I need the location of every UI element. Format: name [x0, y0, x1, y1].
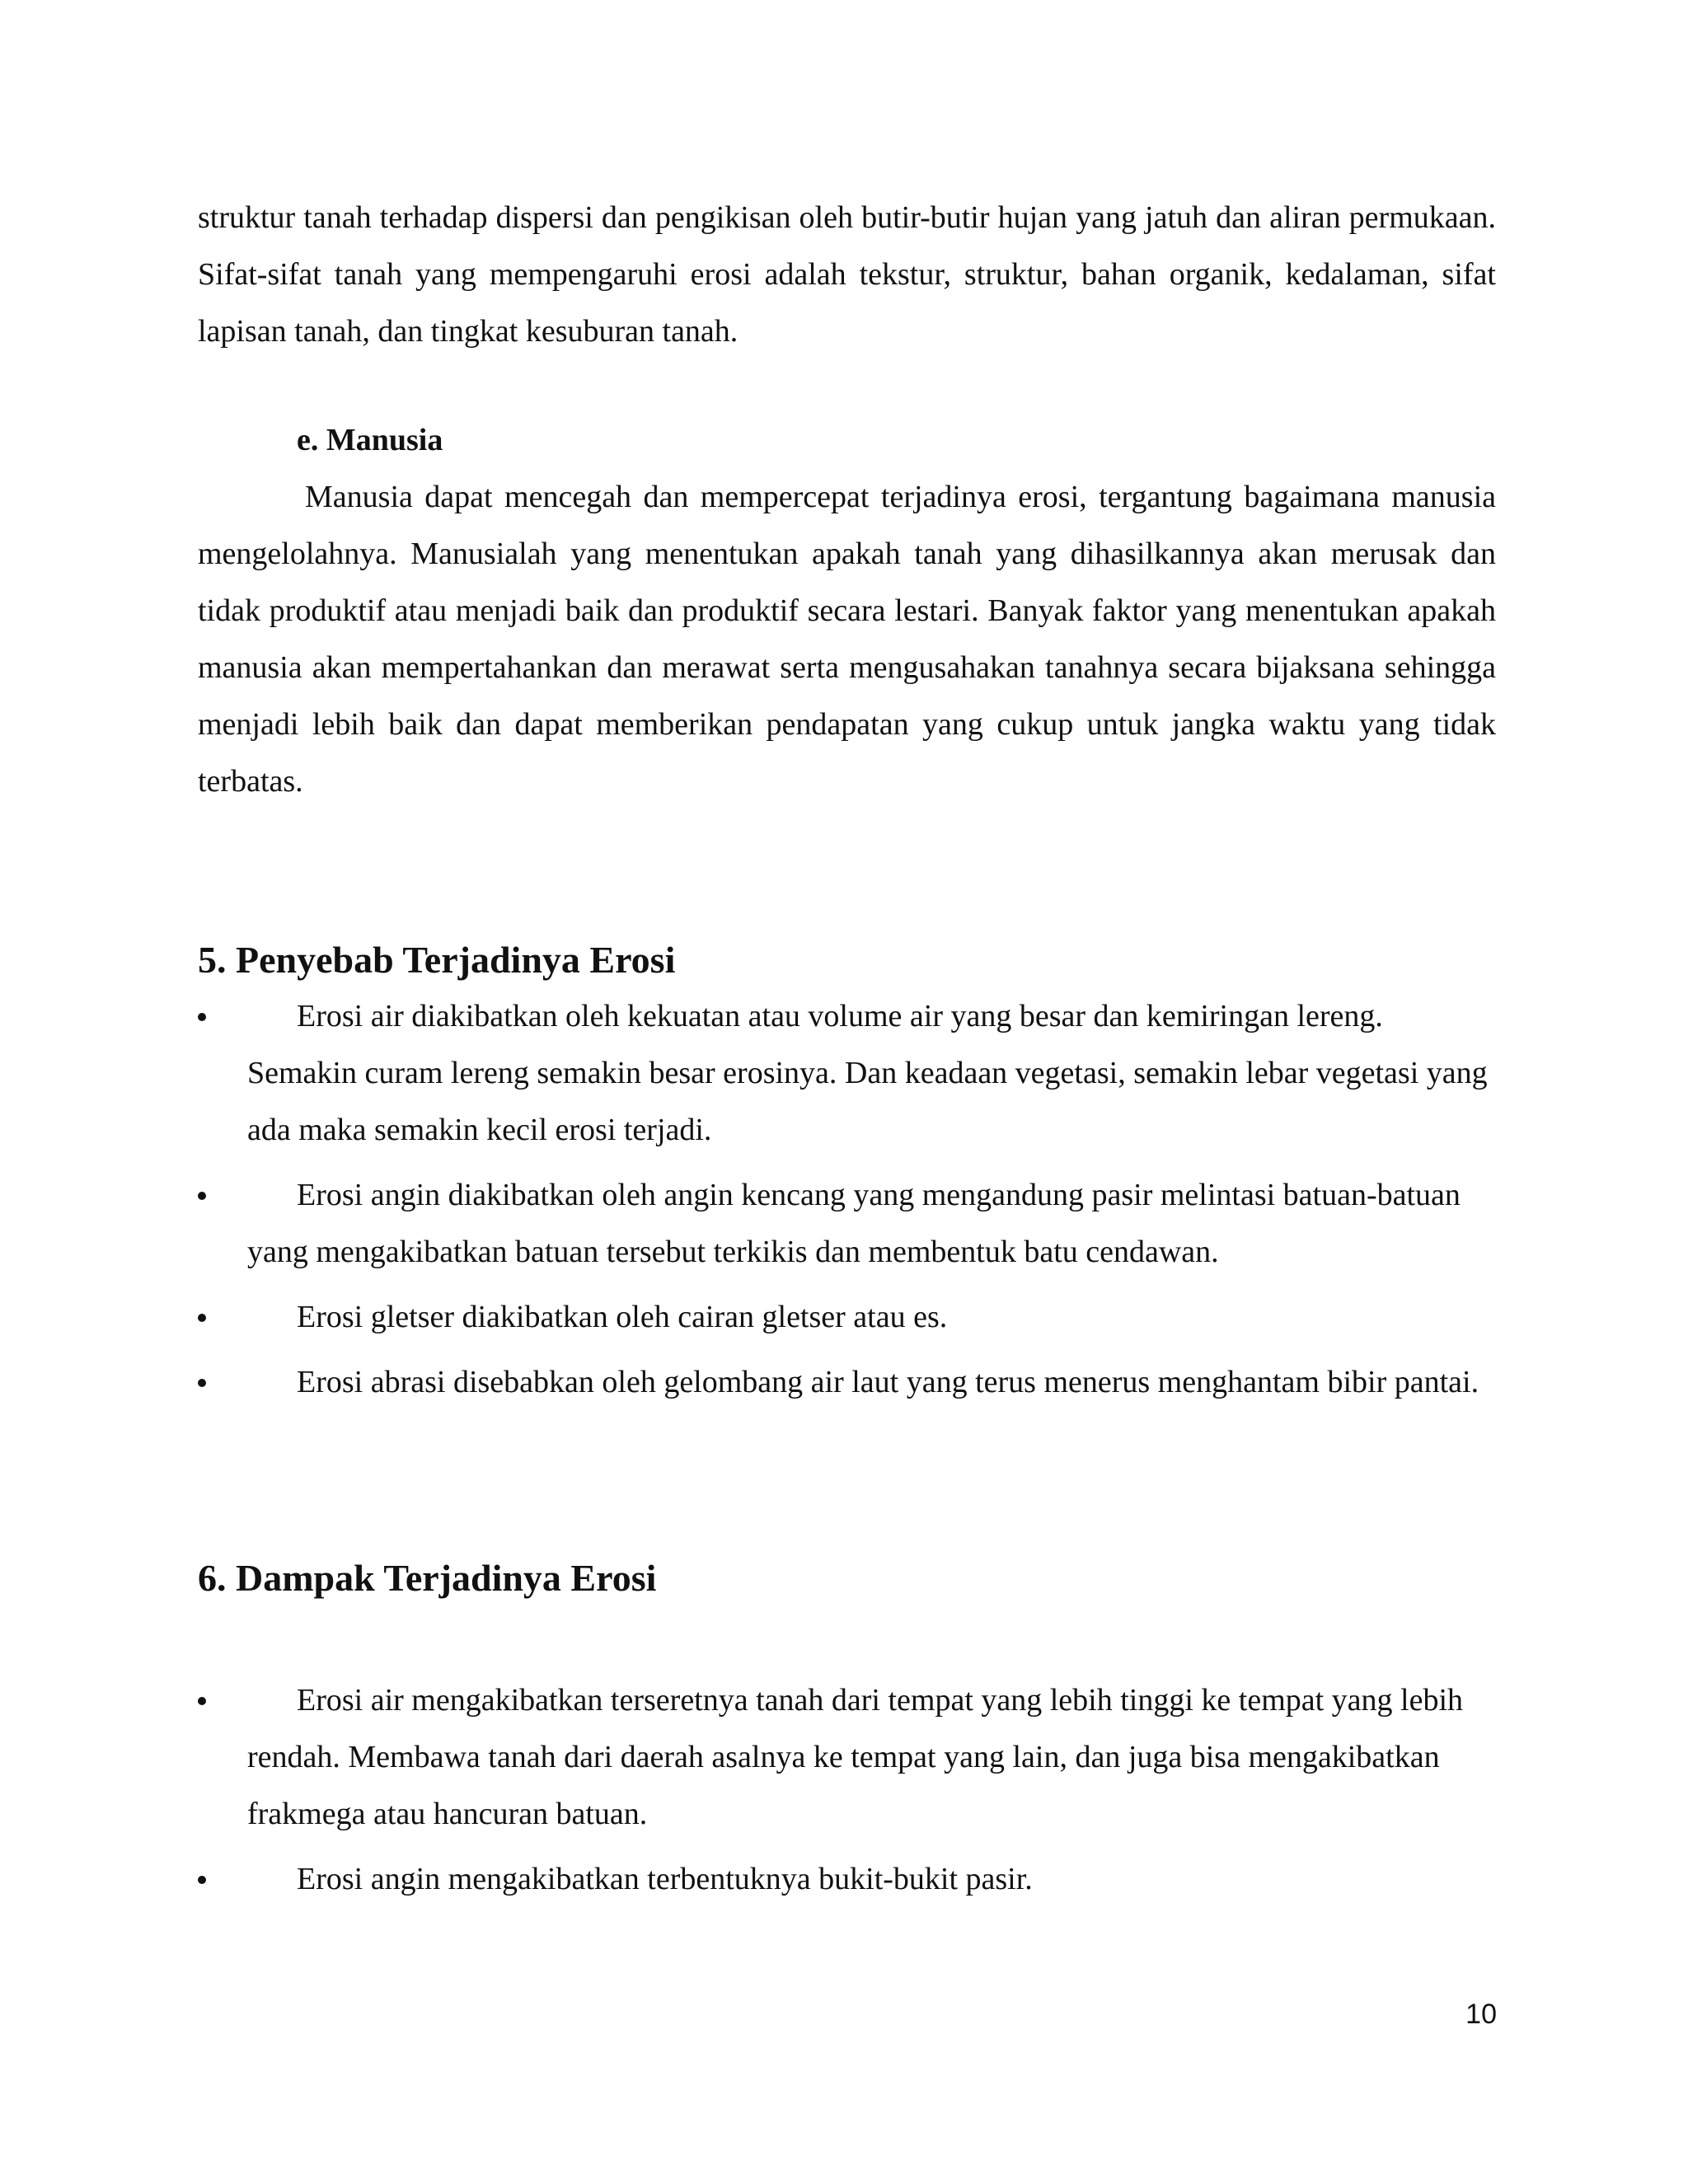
dampak-list — [198, 1672, 1496, 1908]
subsection-heading: e. Manusia — [297, 423, 443, 457]
section-heading: 5. Penyebab Terjadinya Erosi — [198, 939, 676, 981]
list-item-text: Erosi angin diakibatkan oleh angin kencang yang mengandung pasir melintasi batuan-batuan yang mengakibatkan batuan tersebut terkikis dan membentuk batu cendawan. — [247, 1178, 1461, 1269]
penyebab-list — [198, 988, 1496, 1411]
list-item — [198, 988, 1496, 1159]
list-item-text: Erosi angin mengakibatkan terbentuknya bukit-bukit pasir. — [297, 1862, 1033, 1896]
list-item — [198, 1672, 1496, 1843]
bullet-icon — [198, 1697, 206, 1705]
section-heading: 6. Dampak Terjadinya Erosi — [198, 1557, 657, 1599]
bullet-icon — [198, 1379, 206, 1387]
list-item-text: Erosi air mengakibatkan terseretnya tanah dari tempat yang lebih tinggi ke tempat yang lebih rendah. Membawa tanah dari daerah asalnya ke tempat yang lain, dan juga bisa mengakibatkan frakmega atau hancuran batuan. — [247, 1683, 1464, 1831]
bullet-icon — [198, 1876, 206, 1884]
list-item-text: Erosi air diakibatkan oleh kekuatan atau volume air yang besar dan kemiringan lereng. Semakin curam lereng semakin besar erosinya. Dan keadaan vegetasi, semakin lebar vegetasi yang ada maka semakin kecil erosi terjadi. — [247, 999, 1488, 1147]
subsection-manusia — [198, 412, 1496, 810]
list-item — [198, 1289, 1496, 1346]
intro-block — [198, 190, 1496, 360]
bullet-icon — [198, 1013, 206, 1021]
bullet-icon — [198, 1192, 206, 1200]
manusia-paragraph: Manusia dapat mencegah dan mempercepat terjadinya erosi, tergantung bagaimana manusia mengelolahnya. Manusialah yang menentukan apakah tanah yang dihasilkannya akan merusak dan tidak produktif atau menjadi baik dan produktif secara lestari. Banyak faktor yang menentukan apakah manusia akan mempertahankan dan merawat serta mengusahakan tanahnya secara bijaksana sehingga menjadi lebih baik dan dapat memberikan pendapatan yang cukup untuk jangka waktu yang tidak terbatas. — [198, 480, 1496, 799]
list-item — [198, 1354, 1496, 1411]
list-item — [198, 1851, 1496, 1908]
section-penyebab — [198, 931, 1496, 1419]
intro-paragraph: struktur tanah terhadap dispersi dan pengikisan oleh butir-butir hujan yang jatuh dan aliran permukaan. Sifat-sifat tanah yang mempengaruhi erosi adalah tekstur, struktur, bahan organik, kedalaman, sifat lapisan tanah, dan tingkat kesuburan tanah. — [198, 200, 1496, 349]
section-dampak — [198, 1549, 1496, 1916]
page-number: 10 — [1465, 1999, 1497, 2030]
list-item-text: Erosi abrasi disebabkan oleh gelombang air laut yang terus menerus menghantam bibir pantai. — [297, 1365, 1479, 1399]
bullet-icon — [198, 1314, 206, 1322]
list-item-text: Erosi gletser diakibatkan oleh cairan gletser atau es. — [297, 1300, 948, 1334]
list-item — [198, 1167, 1496, 1281]
